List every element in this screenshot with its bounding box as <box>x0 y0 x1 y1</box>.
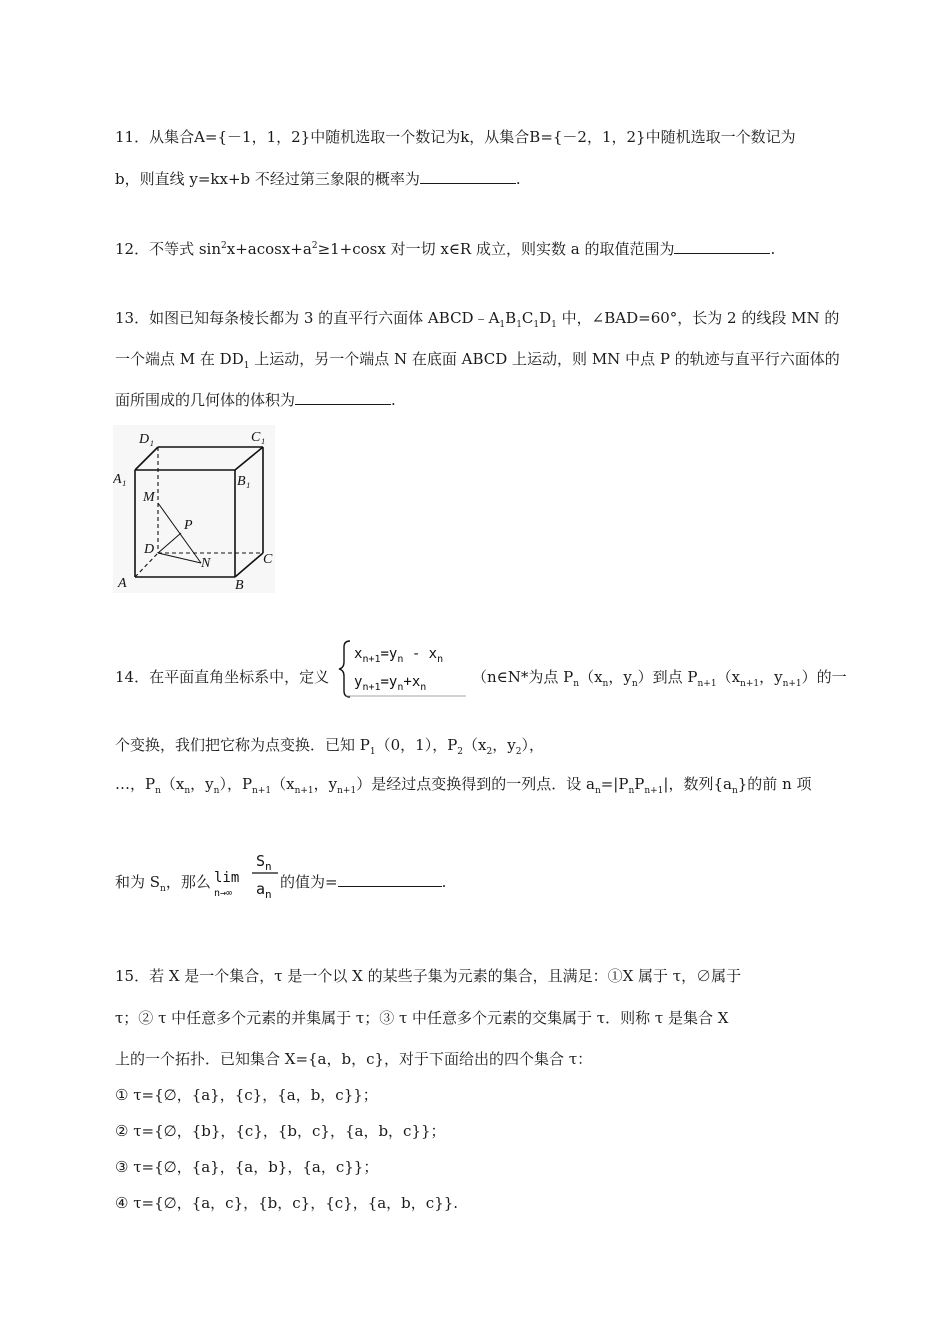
q14-text: }的前 n 项 <box>737 775 812 793</box>
q14-text: ，y <box>608 668 632 686</box>
sub: 1 <box>551 320 557 330</box>
q13-line2 <box>115 349 840 369</box>
sub: n <box>437 654 444 665</box>
q13-line1 <box>115 308 839 328</box>
q13-text: 中，∠BAD=60°，长为 2 的线段 MN 的 <box>556 309 840 327</box>
q14-text: 和为 S <box>115 873 161 891</box>
eq1-x: x <box>354 646 363 662</box>
q14-text: ，y <box>492 736 516 754</box>
label-N: N <box>201 556 211 571</box>
q14-text: ，y <box>190 775 214 793</box>
label-C1: C₁ <box>251 430 266 445</box>
label-A1: A₁ <box>113 472 127 487</box>
sub: n <box>594 786 601 796</box>
answer-blank <box>295 390 391 405</box>
q14-text: ，y <box>313 775 338 793</box>
q14-line2 <box>115 735 544 755</box>
q14-text: 14．在平面直角坐标系中，定义 <box>115 668 330 686</box>
q13-end: . <box>391 391 396 409</box>
q11-end: . <box>515 170 521 188</box>
q15-line1: 15．若 X 是一个集合，τ 是一个以 X 的某些子集为元素的集合，且满足：①X 属于 τ，∅属于 <box>115 967 742 985</box>
q13-text: 面所围成的几何体的体积为 <box>115 391 296 409</box>
q13-text: 上运动，另一个端点 N 在底面 ABCD 上运动，则 MN 中点 P 的轨迹与直平行六面体的 <box>249 350 840 368</box>
q12-sup2: 2 <box>311 241 318 251</box>
q15-option-3: ③ τ={∅，{a}，{a，b}，{a，c}}； <box>115 1158 379 1176</box>
label-P: P <box>184 518 193 533</box>
sub: n+1 <box>362 682 381 693</box>
q14-text: （x <box>579 668 603 686</box>
sub: n+1 <box>644 786 664 796</box>
eq1-rhs: =y <box>380 646 398 662</box>
q14-text: ），P <box>219 775 253 793</box>
sub: n <box>631 679 638 689</box>
eq2-op: +x <box>403 674 421 690</box>
label-B1: B₁ <box>237 474 251 489</box>
answer-blank <box>338 872 442 887</box>
sub: 1 <box>243 361 250 371</box>
label-M: M <box>143 490 155 505</box>
sub: n <box>397 654 404 665</box>
parallelepiped-figure <box>113 425 275 593</box>
q14-text: ）， <box>521 736 544 754</box>
sub: 2 <box>515 747 522 757</box>
eq2-y: y <box>354 674 363 690</box>
q14-text: ）是经过点变换得到的一列点．设 a <box>356 775 595 793</box>
eq1-op: - x <box>403 646 438 662</box>
sub: 1 <box>499 320 506 330</box>
svg-text:xn+1=yn - xn <box>354 646 443 665</box>
answer-blank <box>420 169 516 184</box>
q12-text-post: ≥1+cosx 对一切 x∈R 成立，则实数 a 的取值范围为 <box>317 240 675 258</box>
sub: n <box>573 679 580 689</box>
sub: n+1 <box>294 786 314 796</box>
q13-text: C <box>521 309 534 327</box>
q14-line3 <box>115 774 812 794</box>
svg-text:yn+1=yn+xn <box>354 674 426 693</box>
q12-end: . <box>770 240 776 258</box>
sub: 1 <box>516 320 522 330</box>
q15-option-4: ④ τ={∅，{a，c}，{b，c}，{c}，{a，b，c}}. <box>115 1194 459 1212</box>
q14-line1 <box>115 667 329 687</box>
sub: 2 <box>457 747 464 757</box>
sub: n <box>155 786 161 796</box>
sub: n <box>213 786 220 796</box>
q14-text: 的值为= <box>280 873 338 891</box>
sub: n <box>397 682 404 693</box>
q14-text: ）到点 P <box>637 668 698 686</box>
q14-text: …，P <box>115 775 156 793</box>
sub: 1 <box>533 320 540 330</box>
label-D1: D₁ <box>139 432 154 447</box>
lim-sub: n→∞ <box>214 888 233 899</box>
sub: n <box>265 888 272 901</box>
q12-sup: 2 <box>221 241 227 251</box>
q14-text: 个变换，我们把它称为点变换．已知 P <box>115 736 370 754</box>
q14-line4 <box>115 872 211 892</box>
sub: n+1 <box>252 786 272 796</box>
q14-text: ，y <box>759 668 783 686</box>
q14-end: . <box>441 873 447 891</box>
q14-text: P <box>634 775 645 793</box>
q14-text: ，那么 <box>165 873 211 891</box>
q14-line1-post <box>472 667 847 687</box>
frac-num: S <box>256 852 266 870</box>
q11-text: b，则直线 y=kx+b 不经过第三象限的概率为 <box>115 170 420 188</box>
sub: n+1 <box>362 654 381 665</box>
q14-line4-post <box>280 872 446 892</box>
sub: n <box>628 786 635 796</box>
answer-blank <box>674 239 770 254</box>
q12-text-mid: x+acosx+a <box>226 240 312 258</box>
q13-text: D <box>539 309 552 327</box>
frac-den: a <box>256 880 266 898</box>
label-B: B <box>235 578 244 593</box>
lim-text: lim <box>214 870 240 886</box>
sub: n <box>731 786 738 796</box>
sub: n <box>160 884 166 894</box>
q14-text: |，数列{a <box>663 775 732 793</box>
eq2-rhs: =y <box>380 674 398 690</box>
q13-text: 一个端点 M 在 DD <box>115 350 244 368</box>
q14-text: （n∈N*为点 P <box>472 668 574 686</box>
q14-text: （x <box>271 775 295 793</box>
sub: 1 <box>369 747 376 757</box>
q14-text: （x <box>463 736 487 754</box>
sub: n+1 <box>697 679 717 689</box>
sub: n <box>602 679 609 689</box>
q15-line2: τ；② τ 中任意多个元素的并集属于 τ；③ τ 中任意多个元素的交集属于 τ．则称 τ 是集合 X <box>115 1009 729 1027</box>
q12-line <box>115 239 775 259</box>
q14-text: ）的一 <box>801 668 847 686</box>
q13-line3 <box>115 390 396 410</box>
sub: n <box>265 860 272 873</box>
equation-system <box>338 638 470 700</box>
q14-text: （x <box>160 775 185 793</box>
q15-line3: 上的一个拓扑．已知集合 X={a，b，c}，对于下面给出的四个集合 τ： <box>115 1050 593 1068</box>
sub: n <box>184 786 191 796</box>
q11-line2 <box>115 169 521 189</box>
q15-option-2: ② τ={∅，{b}，{c}，{b，c}，{a，b，c}}； <box>115 1122 446 1140</box>
sub: n+1 <box>337 786 357 796</box>
sub: n <box>420 682 427 693</box>
q14-text: =|P <box>600 775 629 793</box>
sub: n+1 <box>782 679 802 689</box>
sub: 2 <box>486 747 493 757</box>
sub: n+1 <box>740 679 760 689</box>
label-D: D <box>144 542 155 557</box>
q11-line1: 11．从集合A={－1，1，2}中随机选取一个数记为k，从集合B={－2，1，2}中随机选取一个数记为 <box>115 128 796 146</box>
q12-text: 12．不等式 sin <box>115 240 222 258</box>
label-A: A <box>118 576 127 591</box>
q15-option-1: ① τ={∅，{a}，{c}，{a，b，c}}； <box>115 1086 378 1104</box>
q14-text: （0，1），P <box>375 736 458 754</box>
svg-text:an <box>256 880 272 901</box>
q13-text: B <box>505 309 517 327</box>
limit-expression <box>212 846 280 902</box>
q14-text: （x <box>716 668 741 686</box>
label-C: C <box>263 552 273 567</box>
q13-text: 13．如图已知每条棱长都为 3 的直平行六面体 ABCD﹣A <box>115 309 500 327</box>
svg-text:Sn <box>256 852 272 873</box>
